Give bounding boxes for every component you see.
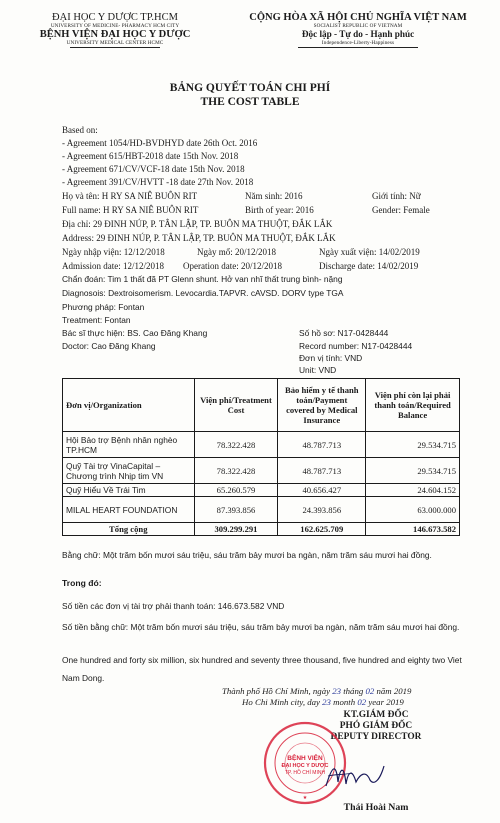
name-en <box>62 205 198 216</box>
insurance-cell: 40.656.427 <box>278 484 366 497</box>
gender-en <box>372 205 430 216</box>
name-vi-value: H RY SA NIÊ BUÔN RIT <box>101 191 198 201</box>
in-which-label: Trong đó: <box>62 578 102 588</box>
date-en-mid: month <box>333 697 356 707</box>
address-en <box>62 233 336 244</box>
date-vi-suffix: năm 2019 <box>376 686 412 696</box>
date-en-prefix: Ho Chi Minh city, day <box>242 697 320 707</box>
country-name: CỘNG HÒA XÃ HỘI CHỦ NGHĨA VIỆT NAM <box>249 12 467 23</box>
address-vi-label: Địa chỉ: <box>62 219 91 229</box>
motto-en: Independence-Liberty-Happiness <box>321 40 395 46</box>
unit-vi: Đơn vị tính: VND <box>299 353 363 363</box>
insurance-cell: 48.787.713 <box>278 432 366 458</box>
cost-cell: 78.322.428 <box>194 432 278 458</box>
birth-vi <box>245 191 303 202</box>
cost-table <box>62 378 460 536</box>
header-treatment-cost: Viện phí/Treatment Cost <box>194 379 278 432</box>
diagnosis-en: Diagnosois: Dextroisomerism. Levocardia.TAPVR. cAVSD. DORV type TGA <box>62 288 344 298</box>
address-en-value: 29 ĐINH NÚP, P. TÂN LẬP, TP. BUÔN MA THUỘT, ĐẮK LẮK <box>96 233 336 243</box>
gender-en-label: Gender: <box>372 205 401 215</box>
agreement-item: - Agreement 1054/HD-BVDHYD date 26th Oct. 2016 <box>62 138 258 148</box>
university-name-en: UNIVERSITY OF MEDICINE- PHARMACY HCM CITY <box>50 23 180 29</box>
svg-text:TP. HỒ CHÍ MINH: TP. HỒ CHÍ MINH <box>284 770 326 776</box>
unit-en: Unit: VND <box>299 365 337 375</box>
header-insurance: Bảo hiểm y tế thanh toán/Payment covered by Medical Insurance <box>278 379 366 432</box>
birth-vi-label: Năm sinh: <box>245 191 283 201</box>
org-cell: Quỹ Tài trợ VinaCapital – Chương trình Nhịp tim VN <box>63 458 195 484</box>
date-en-month: 02 <box>357 697 367 707</box>
birth-en-value: 2016 <box>295 205 314 215</box>
date-vi <box>222 686 411 697</box>
balance-cell: 24.604.152 <box>366 484 460 497</box>
date-vi-prefix: Thành phố Hồ Chí Minh, ngày <box>222 686 331 696</box>
address-en-label: Address: <box>62 233 94 243</box>
header-balance: Viện phí còn lại phải thanh toán/Required Balance <box>366 379 460 432</box>
diagnosis-vi: Chẩn đoán: Tim 1 thất đã PT Glenn shunt. Hở van nhĩ thất trung bình- nặng <box>62 274 343 284</box>
admission-date-vi: Ngày nhập viện: 12/12/2018 <box>62 247 165 257</box>
org-cell: MILAL HEART FOUNDATION <box>63 497 195 523</box>
header-rule-left <box>70 47 160 48</box>
balance-cell: 29.534.715 <box>366 458 460 484</box>
date-en <box>242 697 404 708</box>
total-in-words: Bằng chữ: Một trăm bốn mươi sáu triệu, sáu trăm bảy mươi ba ngàn, năm trăm sáu mươi hai đồng. <box>62 550 432 560</box>
document-title: BẢNG QUYẾT TOÁN CHI PHÍ <box>169 82 331 94</box>
gender-vi-value: Nữ <box>409 191 421 201</box>
org-cell: Quỹ Hiểu Về Trái Tim <box>63 484 195 497</box>
date-vi-month: 02 <box>365 686 375 696</box>
date-en-suffix: year 2019 <box>368 697 404 707</box>
table-row <box>63 484 460 497</box>
national-header <box>234 12 482 48</box>
svg-text:ĐẠI HỌC Y DƯỢC: ĐẠI HỌC Y DƯỢC <box>281 763 329 769</box>
org-cell: Hội Bảo trợ Bệnh nhân nghèo TP.HCM <box>63 432 195 458</box>
birth-vi-value: 2016 <box>284 191 303 201</box>
table-total-row <box>63 523 460 536</box>
signatory-title-line1: KT.GIÁM ĐỐC <box>343 710 409 720</box>
cost-cell: 78.322.428 <box>194 458 278 484</box>
birth-en-label: Birth of year: <box>245 205 294 215</box>
svg-text:★: ★ <box>302 795 308 801</box>
discharge-date-vi: Ngày xuất viện: 14/02/2019 <box>319 247 420 257</box>
insurance-cell: 24.393.856 <box>278 497 366 523</box>
country-name-en: SOCIALIST REPUBLIC OF VIETNAM <box>313 23 403 29</box>
discharge-date-en: Discharge date: 14/02/2019 <box>319 261 419 271</box>
method-en: Treatment: Fontan <box>62 315 131 325</box>
total-label: Tổng cộng <box>63 523 195 536</box>
handwritten-signature <box>322 756 386 794</box>
signatory-name: Thái Hoài Nam <box>343 802 409 813</box>
gender-vi-label: Giới tính: <box>372 191 408 201</box>
total-insurance: 162.625.709 <box>278 523 366 536</box>
sponsor-amount-words: Số tiền bằng chữ: Một trăm bốn mươi sáu triệu, sáu trăm bảy mươi ba ngàn, năm trăm sáu mươi hai đồng. <box>62 622 460 632</box>
name-vi <box>62 191 197 202</box>
doctor-vi: Bác sĩ thực hiện: BS. Cao Đăng Khang <box>62 328 208 338</box>
record-number-en: Record number: N17-0428444 <box>299 341 413 351</box>
hospital-name-en: UNIVERSITY MEDICAL CENTER HCMC <box>66 40 164 46</box>
signatory-title-line2: PHÓ GIÁM ĐỐC <box>339 721 413 731</box>
date-vi-day: 23 <box>332 686 342 696</box>
sponsor-amount-words-en: One hundred and forty six million, six hundred and seventy three thousand, five hundred and eighty two Viet Nam Dong. <box>62 655 462 683</box>
table-row <box>63 497 460 523</box>
name-en-value: H RY SA NIÊ BUÔN RIT <box>103 205 199 215</box>
admission-date-en: Admission date: 12/12/2018 <box>62 261 164 271</box>
name-en-label: Full name: <box>62 205 101 215</box>
header-organization: Đơn vị/Organization <box>63 379 195 432</box>
header-rule-right <box>298 47 418 48</box>
motto: Độc lập - Tự do - Hạnh phúc <box>301 29 415 39</box>
record-number-vi: Số hồ sơ: N17-0428444 <box>299 328 389 338</box>
hospital-name: BỆNH VIỆN ĐẠI HỌC Y DƯỢC <box>39 29 191 40</box>
doctor-en: Doctor: Cao Đăng Khang <box>62 341 156 351</box>
based-on-label: Based on: <box>62 125 98 135</box>
date-vi-mid: tháng <box>343 686 364 696</box>
insurance-cell: 48.787.713 <box>278 458 366 484</box>
balance-cell: 29.534.715 <box>366 432 460 458</box>
address-vi <box>62 219 332 230</box>
sponsor-amount: Số tiền các đơn vị tài trợ phải thanh toán: 146.673.582 VND <box>62 601 285 611</box>
address-vi-value: 29 ĐINH NÚP, P. TÂN LẬP, TP. BUÔN MA THUỘT, ĐẮK LẮK <box>93 219 333 229</box>
table-row <box>63 432 460 458</box>
agreement-item: - Agreement 615/HBT-2018 date 15th Nov. 2018 <box>62 151 239 161</box>
balance-cell: 63.000.000 <box>366 497 460 523</box>
total-cost: 309.299.291 <box>194 523 278 536</box>
cost-cell: 65.260.579 <box>194 484 278 497</box>
document-title-en: THE COST TABLE <box>200 96 300 108</box>
operation-date-en: Operation date: 20/12/2018 <box>183 261 282 271</box>
gender-vi <box>372 191 421 202</box>
agreement-item: - Agreement 671/CV/VCF-18 date 15th Nov. 2018 <box>62 164 245 174</box>
table-row <box>63 458 460 484</box>
operation-date-vi: Ngày mổ: 20/12/2018 <box>197 247 276 257</box>
agreement-item: - Agreement 391/CV/HVTT -18 date 27th Nov. 2018 <box>62 177 254 187</box>
name-vi-label: Họ và tên: <box>62 191 100 201</box>
cost-cell: 87.393.856 <box>194 497 278 523</box>
gender-en-value: Female <box>403 205 430 215</box>
date-en-day: 23 <box>322 697 331 707</box>
table-header-row <box>63 379 460 432</box>
method-vi: Phương pháp: Fontan <box>62 302 145 312</box>
svg-text:BỆNH VIỆN: BỆNH VIỆN <box>287 755 323 762</box>
university-name: ĐẠI HỌC Y DƯỢC TP.HCM <box>52 12 178 23</box>
birth-en <box>245 205 314 216</box>
signatory-title-line3: DEPUTY DIRECTOR <box>330 732 422 742</box>
total-balance: 146.673.582 <box>366 523 460 536</box>
hospital-header <box>20 12 210 48</box>
